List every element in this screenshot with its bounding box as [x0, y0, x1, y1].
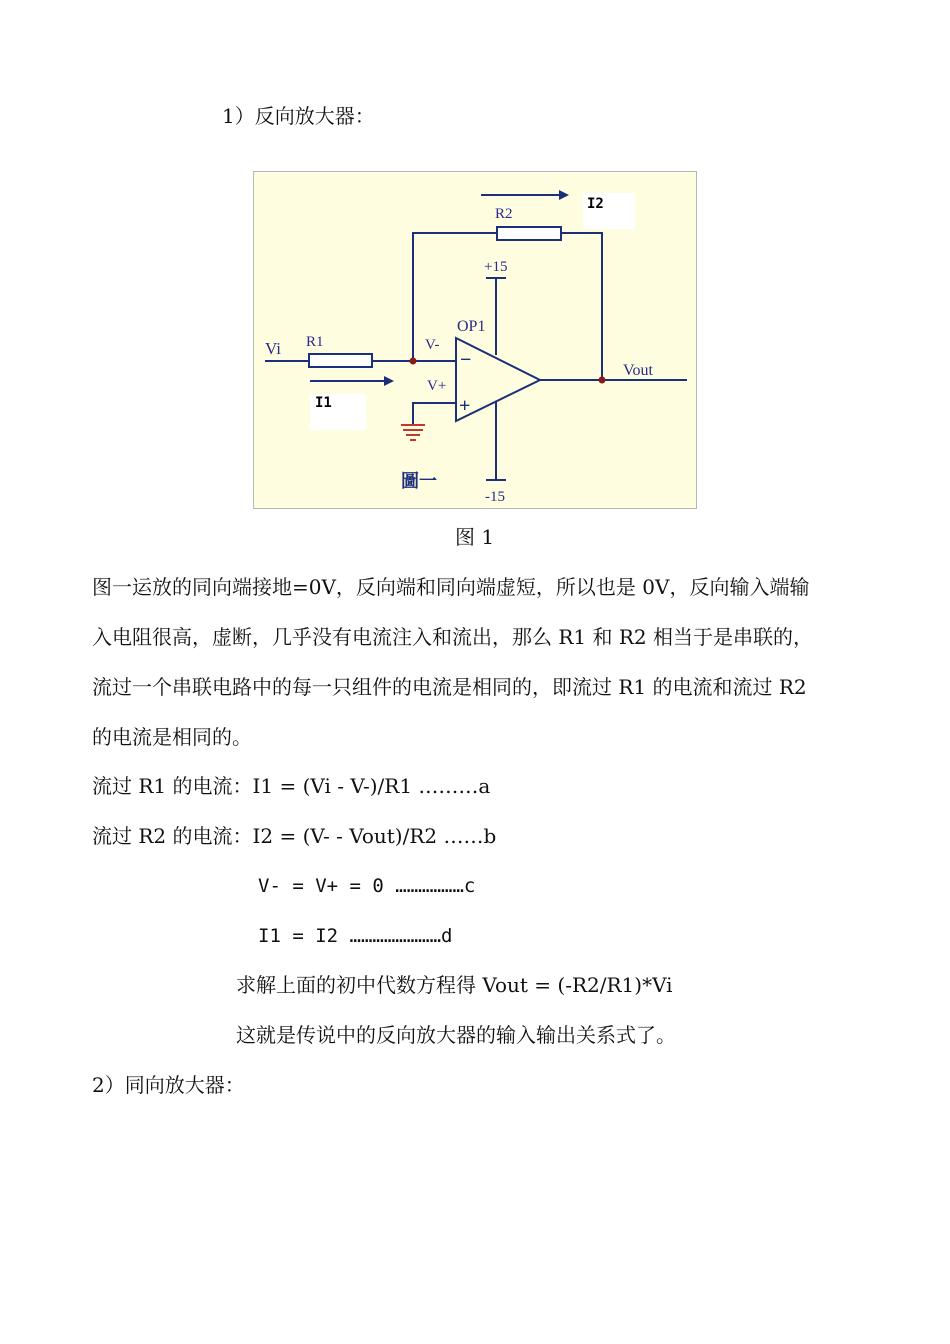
paragraph-line-1: 图一运放的同向端接地=0V，反向端和同向端虚短，所以也是 0V，反向输入端输 [92, 575, 810, 599]
paragraph-line-2: 入电阻很高，虚断，几乎没有电流注入和流出，那么 R1 和 R2 相当于是串联的， [92, 625, 813, 649]
label-plus15: +15 [484, 259, 508, 275]
label-vout: Vout [623, 362, 653, 379]
equation-a: 流过 R1 的电流：I1 = (Vi - V-)/R1 ………a [92, 774, 491, 798]
figure-inner-caption: 圖一 [401, 471, 437, 492]
heading-inverting-amplifier: 1）反向放大器： [222, 104, 375, 128]
op-amp-inverting-sign: − [460, 349, 472, 371]
equation-d: I1 = I2 ……………………d [258, 925, 453, 947]
junction-vminus [410, 358, 417, 365]
conclusion-line: 这就是传说中的反向放大器的输入输出关系式了。 [236, 1023, 676, 1047]
figure-caption: 图 1 [455, 525, 495, 549]
resistor-r1 [309, 354, 372, 367]
label-op1: OP1 [457, 318, 486, 335]
label-vminus: V- [425, 337, 440, 353]
solution-line: 求解上面的初中代数方程得 Vout = (-R2/R1)*Vi [236, 973, 673, 997]
resistor-r2 [497, 227, 561, 240]
op-amp-noninverting-sign: + [459, 395, 471, 417]
label-i2: I2 [587, 196, 604, 212]
label-vi: Vi [265, 339, 281, 358]
equation-c: V- = V+ = 0 ………………c [258, 875, 476, 897]
label-minus15: -15 [485, 489, 505, 505]
heading-noninverting-amplifier: 2）同向放大器： [92, 1073, 245, 1097]
label-r2: R2 [495, 206, 513, 222]
junction-vout [599, 377, 606, 384]
equation-b: 流过 R2 的电流：I2 = (V- - Vout)/R2 ……b [92, 824, 497, 848]
label-r1: R1 [306, 334, 324, 350]
paragraph-line-4: 的电流是相同的。 [92, 725, 252, 749]
paragraph-line-3: 流过一个串联电路中的每一只组件的电流是相同的，即流过 R1 的电流和流过 R2 [92, 675, 807, 699]
label-vplus: V+ [427, 378, 447, 394]
label-i1: I1 [315, 395, 332, 411]
inverting-amplifier-circuit-diagram [253, 171, 697, 509]
